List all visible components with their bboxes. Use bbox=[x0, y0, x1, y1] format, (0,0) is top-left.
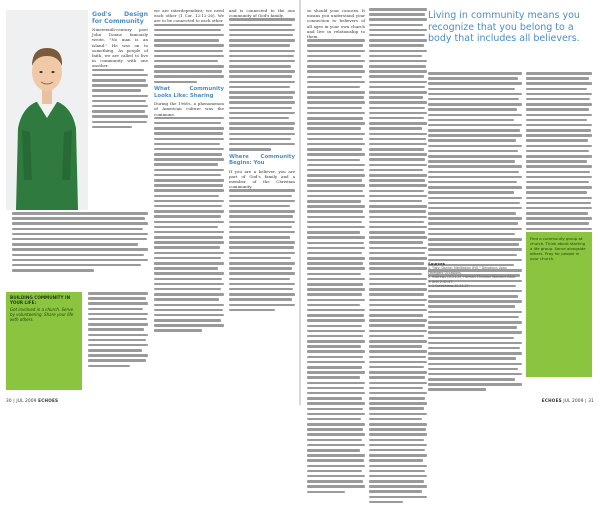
right-column-3 bbox=[428, 72, 522, 394]
right-column-2 bbox=[369, 8, 427, 506]
left-column-2 bbox=[154, 8, 224, 335]
sidebar-right-body: Find a community group at church. Think about starting a life group. Serve alongside others. Pray for people in your church. bbox=[530, 236, 586, 261]
you-subheading: Where Community Begins: You bbox=[229, 153, 295, 167]
author-photo bbox=[6, 10, 88, 210]
sharing-subheading: What Community Looks Like: Sharing bbox=[154, 86, 224, 99]
left-column-1 bbox=[92, 8, 148, 131]
column-2-intro: we are interdependent; we need each other (1 Cor. 12:12-26). We are to be connected to each other. bbox=[154, 8, 224, 24]
left-column-1-bottom bbox=[88, 292, 148, 370]
note-item: 1. "John Donne: Meditation XVII," Devotions Upon Emergent Occasions. bbox=[428, 266, 507, 275]
article-heading: God's Design for Community bbox=[92, 11, 148, 25]
right-brand: ECHOES bbox=[541, 398, 562, 403]
man-photo-illustration bbox=[6, 10, 88, 210]
article-lead: Nineteenth-century poet John Donne famously wrote, "No man is an island." He was on to something. As people of faith, we are called to live in community with one another. bbox=[92, 27, 148, 69]
source-notes bbox=[428, 262, 522, 288]
sidebar-building-community bbox=[6, 292, 82, 390]
note-item: 2. Hebrews 10:24-25, Holman Christian Standard Bible. bbox=[428, 275, 517, 280]
left-folio: 30 | JUL 2009 bbox=[6, 398, 37, 403]
sidebar-find-community bbox=[526, 232, 592, 377]
left-column-1-lower bbox=[12, 212, 148, 274]
notes-title: Sources bbox=[428, 261, 446, 266]
pull-quote: Living in community means you recognize that you belong to a body that includes all believers. bbox=[428, 10, 580, 44]
right-folio: JUL 2009 | 31 bbox=[563, 398, 594, 403]
sidebar-body: Get involved in a church. Serve by volunteering. Share your life with others. bbox=[10, 307, 74, 322]
right-col1-body: so should your concern. It means you understand your connection to believers of all ages in your own church and live in relationship to them. bbox=[307, 8, 365, 40]
left-column-3 bbox=[229, 8, 295, 314]
sharing-body: During the 1960s, a phenomenon of American culture was the commune. bbox=[154, 101, 224, 117]
column-3-body: and is connected to the one community of God's family. bbox=[229, 8, 295, 19]
note-item: 3. Acts 2:42-47. bbox=[428, 279, 454, 284]
left-footer bbox=[6, 398, 58, 403]
note-item: 4. 1 Corinthians 12:12-27. bbox=[428, 284, 470, 289]
you-body: If you are a believer, you are part of God's family and a member of the Christian community. bbox=[229, 168, 295, 190]
right-footer bbox=[542, 398, 594, 403]
left-page bbox=[0, 0, 299, 405]
left-brand: ECHOES bbox=[38, 398, 59, 403]
sidebar-title: BUILDING COMMUNITY IN YOUR LIFE: bbox=[10, 295, 71, 305]
right-column-1 bbox=[307, 8, 365, 496]
